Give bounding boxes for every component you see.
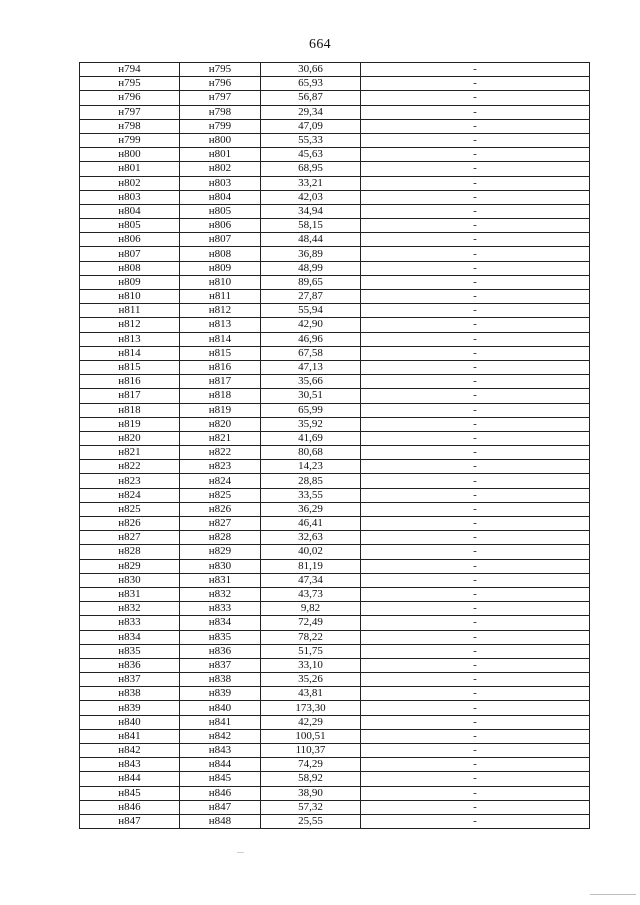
- point-to-cell: н844: [180, 758, 261, 772]
- note-cell: -: [361, 729, 590, 743]
- point-from-cell: н843: [80, 758, 180, 772]
- distance-cell: 89,65: [261, 275, 361, 289]
- point-to-cell: н809: [180, 261, 261, 275]
- distance-cell: 58,15: [261, 219, 361, 233]
- distance-cell: 35,66: [261, 375, 361, 389]
- point-from-cell: н815: [80, 360, 180, 374]
- point-from-cell: н845: [80, 786, 180, 800]
- point-from-cell: н808: [80, 261, 180, 275]
- point-from-cell: н841: [80, 729, 180, 743]
- table-row: [80, 715, 590, 729]
- note-cell: -: [361, 488, 590, 502]
- note-cell: -: [361, 715, 590, 729]
- distance-cell: 36,89: [261, 247, 361, 261]
- point-from-cell: н840: [80, 715, 180, 729]
- point-from-cell: н842: [80, 744, 180, 758]
- point-to-cell: н801: [180, 148, 261, 162]
- note-cell: -: [361, 290, 590, 304]
- distance-cell: 55,94: [261, 304, 361, 318]
- table-row: [80, 318, 590, 332]
- point-from-cell: н810: [80, 290, 180, 304]
- distance-cell: 65,93: [261, 77, 361, 91]
- note-cell: -: [361, 247, 590, 261]
- point-to-cell: н838: [180, 673, 261, 687]
- note-cell: -: [361, 616, 590, 630]
- point-from-cell: н831: [80, 587, 180, 601]
- point-to-cell: н842: [180, 729, 261, 743]
- point-to-cell: н823: [180, 460, 261, 474]
- point-to-cell: н832: [180, 587, 261, 601]
- distance-cell: 47,09: [261, 119, 361, 133]
- distance-cell: 110,37: [261, 744, 361, 758]
- point-to-cell: н833: [180, 602, 261, 616]
- point-to-cell: н846: [180, 786, 261, 800]
- point-to-cell: н798: [180, 105, 261, 119]
- point-from-cell: н829: [80, 559, 180, 573]
- distance-cell: 65,99: [261, 403, 361, 417]
- table-row: [80, 545, 590, 559]
- point-from-cell: н833: [80, 616, 180, 630]
- table-row: [80, 417, 590, 431]
- table-row: [80, 77, 590, 91]
- point-from-cell: н837: [80, 673, 180, 687]
- point-to-cell: н837: [180, 658, 261, 672]
- table-row: [80, 474, 590, 488]
- point-to-cell: н815: [180, 346, 261, 360]
- distance-cell: 29,34: [261, 105, 361, 119]
- point-from-cell: н797: [80, 105, 180, 119]
- note-cell: -: [361, 559, 590, 573]
- table-row: [80, 758, 590, 772]
- point-to-cell: н843: [180, 744, 261, 758]
- point-from-cell: н800: [80, 148, 180, 162]
- table-row: [80, 176, 590, 190]
- table-row: [80, 502, 590, 516]
- point-from-cell: н806: [80, 233, 180, 247]
- point-to-cell: н828: [180, 531, 261, 545]
- table-row: [80, 587, 590, 601]
- note-cell: -: [361, 673, 590, 687]
- note-cell: -: [361, 63, 590, 77]
- table-row: [80, 559, 590, 573]
- point-from-cell: н802: [80, 176, 180, 190]
- point-from-cell: н818: [80, 403, 180, 417]
- note-cell: -: [361, 133, 590, 147]
- distance-cell: 55,33: [261, 133, 361, 147]
- distance-cell: 67,58: [261, 346, 361, 360]
- table-row: [80, 360, 590, 374]
- point-to-cell: н826: [180, 502, 261, 516]
- note-cell: -: [361, 204, 590, 218]
- table-row: [80, 403, 590, 417]
- distance-cell: 46,41: [261, 517, 361, 531]
- note-cell: -: [361, 105, 590, 119]
- table-row: [80, 346, 590, 360]
- point-from-cell: н828: [80, 545, 180, 559]
- note-cell: -: [361, 587, 590, 601]
- point-to-cell: н827: [180, 517, 261, 531]
- distance-cell: 78,22: [261, 630, 361, 644]
- point-from-cell: н846: [80, 800, 180, 814]
- point-to-cell: н825: [180, 488, 261, 502]
- point-to-cell: н808: [180, 247, 261, 261]
- table-row: [80, 772, 590, 786]
- table-row: [80, 814, 590, 828]
- table-row: [80, 630, 590, 644]
- distance-cell: 42,03: [261, 190, 361, 204]
- point-to-cell: н834: [180, 616, 261, 630]
- distance-cell: 57,32: [261, 800, 361, 814]
- point-from-cell: н822: [80, 460, 180, 474]
- table-row: [80, 389, 590, 403]
- point-to-cell: н817: [180, 375, 261, 389]
- point-to-cell: н820: [180, 417, 261, 431]
- table-row: [80, 431, 590, 445]
- point-to-cell: н845: [180, 772, 261, 786]
- boundary-points-table: [79, 62, 590, 829]
- point-from-cell: н826: [80, 517, 180, 531]
- point-from-cell: н794: [80, 63, 180, 77]
- table-row: [80, 290, 590, 304]
- note-cell: -: [361, 360, 590, 374]
- point-from-cell: н834: [80, 630, 180, 644]
- table-row: [80, 729, 590, 743]
- note-cell: -: [361, 417, 590, 431]
- point-from-cell: н796: [80, 91, 180, 105]
- table-row: [80, 148, 590, 162]
- point-from-cell: н817: [80, 389, 180, 403]
- note-cell: -: [361, 644, 590, 658]
- distance-cell: 14,23: [261, 460, 361, 474]
- distance-cell: 72,49: [261, 616, 361, 630]
- distance-cell: 45,63: [261, 148, 361, 162]
- distance-cell: 30,51: [261, 389, 361, 403]
- table-row: [80, 460, 590, 474]
- point-from-cell: н807: [80, 247, 180, 261]
- point-to-cell: н814: [180, 332, 261, 346]
- point-to-cell: н806: [180, 219, 261, 233]
- point-to-cell: н831: [180, 573, 261, 587]
- point-from-cell: н823: [80, 474, 180, 488]
- table-row: [80, 602, 590, 616]
- table-row: [80, 644, 590, 658]
- point-from-cell: н803: [80, 190, 180, 204]
- point-from-cell: н811: [80, 304, 180, 318]
- distance-cell: 68,95: [261, 162, 361, 176]
- distance-cell: 30,66: [261, 63, 361, 77]
- point-to-cell: н799: [180, 119, 261, 133]
- table-row: [80, 616, 590, 630]
- table-row: [80, 332, 590, 346]
- point-to-cell: н810: [180, 275, 261, 289]
- distance-cell: 56,87: [261, 91, 361, 105]
- distance-cell: 38,90: [261, 786, 361, 800]
- note-cell: -: [361, 176, 590, 190]
- note-cell: -: [361, 786, 590, 800]
- point-from-cell: н809: [80, 275, 180, 289]
- table-row: [80, 488, 590, 502]
- point-from-cell: н804: [80, 204, 180, 218]
- table-row: [80, 786, 590, 800]
- distance-cell: 9,82: [261, 602, 361, 616]
- point-to-cell: н803: [180, 176, 261, 190]
- note-cell: -: [361, 687, 590, 701]
- distance-cell: 36,29: [261, 502, 361, 516]
- note-cell: -: [361, 190, 590, 204]
- note-cell: -: [361, 446, 590, 460]
- distance-cell: 48,99: [261, 261, 361, 275]
- point-from-cell: н838: [80, 687, 180, 701]
- table-row: [80, 133, 590, 147]
- note-cell: -: [361, 261, 590, 275]
- table-row: [80, 673, 590, 687]
- table-row: [80, 573, 590, 587]
- note-cell: -: [361, 814, 590, 828]
- note-cell: -: [361, 658, 590, 672]
- point-from-cell: н819: [80, 417, 180, 431]
- note-cell: -: [361, 318, 590, 332]
- table-row: [80, 105, 590, 119]
- distance-cell: 27,87: [261, 290, 361, 304]
- distance-cell: 33,55: [261, 488, 361, 502]
- distance-cell: 81,19: [261, 559, 361, 573]
- table-row: [80, 304, 590, 318]
- note-cell: -: [361, 148, 590, 162]
- note-cell: -: [361, 91, 590, 105]
- point-to-cell: н813: [180, 318, 261, 332]
- table-row: [80, 701, 590, 715]
- distance-cell: 41,69: [261, 431, 361, 445]
- distance-cell: 35,92: [261, 417, 361, 431]
- point-from-cell: н799: [80, 133, 180, 147]
- table-row: [80, 204, 590, 218]
- point-from-cell: н847: [80, 814, 180, 828]
- distance-cell: 47,13: [261, 360, 361, 374]
- table-row: [80, 219, 590, 233]
- table-row: [80, 190, 590, 204]
- point-to-cell: н829: [180, 545, 261, 559]
- note-cell: -: [361, 545, 590, 559]
- note-cell: -: [361, 701, 590, 715]
- note-cell: -: [361, 502, 590, 516]
- note-cell: -: [361, 573, 590, 587]
- point-from-cell: н830: [80, 573, 180, 587]
- point-from-cell: н801: [80, 162, 180, 176]
- point-to-cell: н816: [180, 360, 261, 374]
- note-cell: -: [361, 758, 590, 772]
- table-row: [80, 658, 590, 672]
- point-to-cell: н818: [180, 389, 261, 403]
- point-to-cell: н839: [180, 687, 261, 701]
- point-from-cell: н820: [80, 431, 180, 445]
- page-number: 664: [309, 37, 331, 52]
- point-to-cell: н800: [180, 133, 261, 147]
- distance-cell: 34,94: [261, 204, 361, 218]
- point-from-cell: н814: [80, 346, 180, 360]
- point-to-cell: н805: [180, 204, 261, 218]
- note-cell: -: [361, 119, 590, 133]
- distance-cell: 100,51: [261, 729, 361, 743]
- scan-artifact: [590, 894, 636, 895]
- distance-cell: 47,34: [261, 573, 361, 587]
- distance-cell: 33,21: [261, 176, 361, 190]
- point-from-cell: н827: [80, 531, 180, 545]
- note-cell: -: [361, 602, 590, 616]
- distance-cell: 46,96: [261, 332, 361, 346]
- point-to-cell: н795: [180, 63, 261, 77]
- distance-cell: 173,30: [261, 701, 361, 715]
- table-row: [80, 63, 590, 77]
- point-from-cell: н839: [80, 701, 180, 715]
- table-row: [80, 744, 590, 758]
- point-to-cell: н796: [180, 77, 261, 91]
- scan-artifact: [237, 852, 244, 853]
- point-from-cell: н825: [80, 502, 180, 516]
- note-cell: -: [361, 332, 590, 346]
- table-row: [80, 91, 590, 105]
- note-cell: -: [361, 431, 590, 445]
- note-cell: -: [361, 800, 590, 814]
- distance-cell: 40,02: [261, 545, 361, 559]
- table-row: [80, 247, 590, 261]
- note-cell: -: [361, 233, 590, 247]
- distance-cell: 35,26: [261, 673, 361, 687]
- note-cell: -: [361, 474, 590, 488]
- note-cell: -: [361, 744, 590, 758]
- point-from-cell: н795: [80, 77, 180, 91]
- note-cell: -: [361, 517, 590, 531]
- point-to-cell: н802: [180, 162, 261, 176]
- point-to-cell: н835: [180, 630, 261, 644]
- note-cell: -: [361, 275, 590, 289]
- note-cell: -: [361, 77, 590, 91]
- distance-cell: 43,73: [261, 587, 361, 601]
- note-cell: -: [361, 772, 590, 786]
- note-cell: -: [361, 219, 590, 233]
- table-row: [80, 275, 590, 289]
- point-to-cell: н821: [180, 431, 261, 445]
- distance-cell: 51,75: [261, 644, 361, 658]
- table-row: [80, 517, 590, 531]
- distance-cell: 48,44: [261, 233, 361, 247]
- point-to-cell: н830: [180, 559, 261, 573]
- distance-cell: 74,29: [261, 758, 361, 772]
- point-to-cell: н807: [180, 233, 261, 247]
- note-cell: -: [361, 403, 590, 417]
- distance-cell: 42,90: [261, 318, 361, 332]
- point-to-cell: н848: [180, 814, 261, 828]
- distance-cell: 43,81: [261, 687, 361, 701]
- distance-cell: 25,55: [261, 814, 361, 828]
- table-row: [80, 687, 590, 701]
- table-row: [80, 531, 590, 545]
- point-from-cell: н844: [80, 772, 180, 786]
- point-to-cell: н836: [180, 644, 261, 658]
- point-from-cell: н835: [80, 644, 180, 658]
- point-from-cell: н798: [80, 119, 180, 133]
- note-cell: -: [361, 630, 590, 644]
- distance-cell: 42,29: [261, 715, 361, 729]
- distance-cell: 58,92: [261, 772, 361, 786]
- table-row: [80, 446, 590, 460]
- note-cell: -: [361, 304, 590, 318]
- table-body: [80, 63, 590, 829]
- point-from-cell: н816: [80, 375, 180, 389]
- note-cell: -: [361, 162, 590, 176]
- note-cell: -: [361, 375, 590, 389]
- distance-cell: 80,68: [261, 446, 361, 460]
- note-cell: -: [361, 346, 590, 360]
- point-from-cell: н812: [80, 318, 180, 332]
- point-to-cell: н819: [180, 403, 261, 417]
- point-to-cell: н847: [180, 800, 261, 814]
- point-from-cell: н832: [80, 602, 180, 616]
- point-to-cell: н804: [180, 190, 261, 204]
- point-to-cell: н811: [180, 290, 261, 304]
- point-from-cell: н805: [80, 219, 180, 233]
- point-to-cell: н840: [180, 701, 261, 715]
- table-row: [80, 800, 590, 814]
- point-to-cell: н824: [180, 474, 261, 488]
- table-row: [80, 261, 590, 275]
- distance-cell: 32,63: [261, 531, 361, 545]
- point-to-cell: н822: [180, 446, 261, 460]
- distance-cell: 28,85: [261, 474, 361, 488]
- point-to-cell: н841: [180, 715, 261, 729]
- note-cell: -: [361, 460, 590, 474]
- point-from-cell: н821: [80, 446, 180, 460]
- note-cell: -: [361, 389, 590, 403]
- point-from-cell: н836: [80, 658, 180, 672]
- point-from-cell: н824: [80, 488, 180, 502]
- table-row: [80, 119, 590, 133]
- table-row: [80, 375, 590, 389]
- table-row: [80, 162, 590, 176]
- point-to-cell: н812: [180, 304, 261, 318]
- note-cell: -: [361, 531, 590, 545]
- point-from-cell: н813: [80, 332, 180, 346]
- table-row: [80, 233, 590, 247]
- point-to-cell: н797: [180, 91, 261, 105]
- distance-cell: 33,10: [261, 658, 361, 672]
